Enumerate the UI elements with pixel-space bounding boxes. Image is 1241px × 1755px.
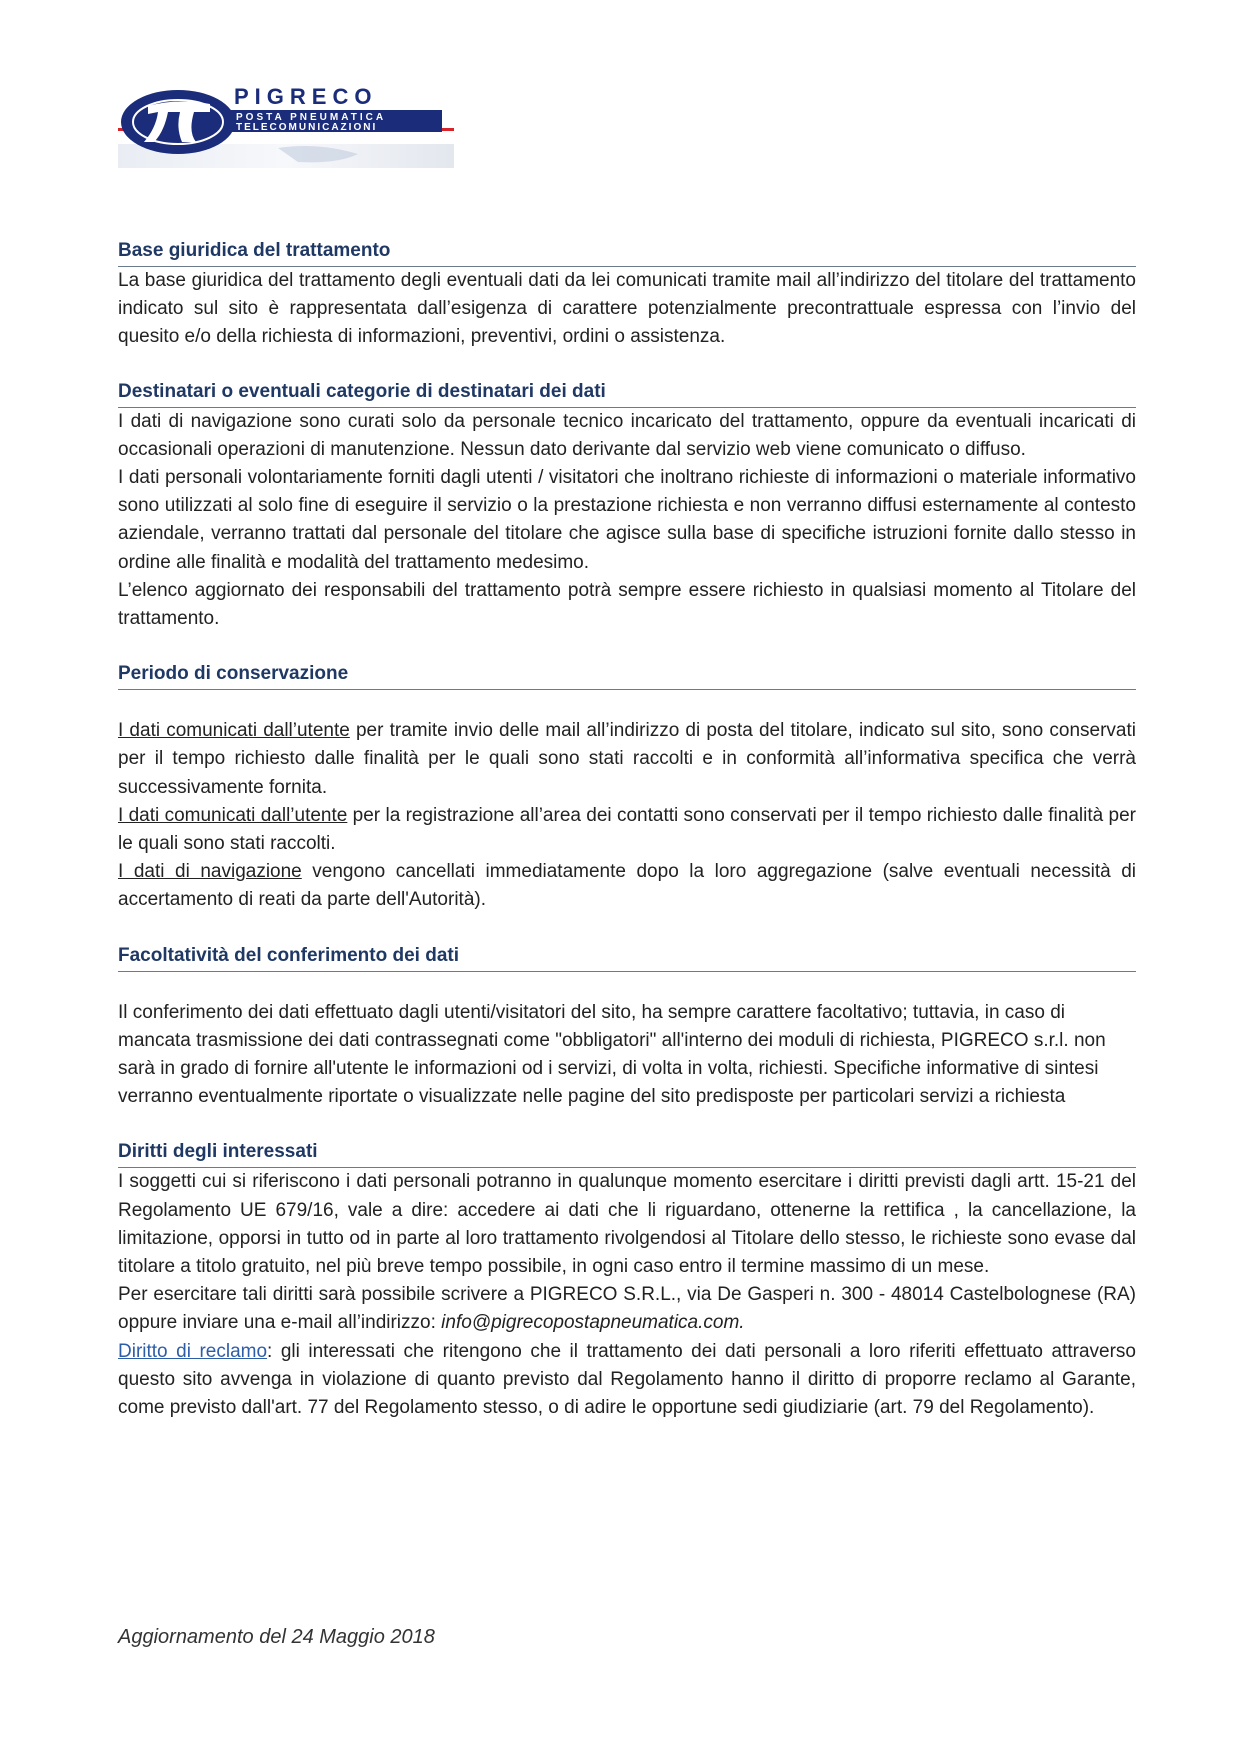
section-base-giuridica (118, 238, 1136, 352)
update-date: Aggiornamento del 24 Maggio 2018 (118, 1626, 435, 1648)
paragraph-text: vengono cancellati immediatamente dopo la loro aggregazione (salve eventuali necessità di accertamento di reati da parte dell'Autorità). (118, 861, 1136, 911)
paragraph-text: : gli interessati che ritengono che il trattamento dei dati personali a loro riferiti effettuato attraverso questo sito avvenga in violazione di quanto previsto dal Regolamento hanno il diritto di proporre reclamo al Garante, come previsto dall'art. 77 del Regolamento stesso, o di adire le opportune sedi giudiziarie (art. 79 del Regolamento). (118, 1340, 1136, 1419)
section-diritti-interessati (118, 1139, 1136, 1422)
paragraph: I soggetti cui si riferiscono i dati personali potranno in qualunque momento esercitare i diritti previsti dagli artt. 15-21 del Regolamento UE 679/16, vale a dire: accedere ai dati che li riguardano, ottenerne la rettifica , la cancellazione, la limitazione, opporsi in tutto od in parte al loro trattamento rivolgendosi al Titolare dello stesso, le richieste sono evase dal titolare a titolo gratuito, nel più breve tempo possibile, in ogni caso entro il termine massimo di un mese. (118, 1171, 1136, 1278)
heading-facoltativita: Facoltatività del conferimento dei dati (118, 943, 1136, 972)
paragraph: I dati personali volontariamente forniti dagli utenti / visitatori che inoltrano richieste di informazioni o materiale informativo sono utilizzati al solo fine di eseguire il servizio o la prestazione richiesta e non verranno diffusi esternamente al contesto aziendale, verranno trattati dal personale del titolare che agisce sulla base di specifiche istruzioni fornite dallo stesso in ordine alle finalità e modalità del trattamento medesimo. (118, 467, 1136, 573)
logo-line2: TELECOMUNICAZIONI (236, 122, 378, 133)
email-address: info@pigrecopostapneumatica.com. (441, 1312, 745, 1334)
paragraph (118, 802, 1136, 858)
section-periodo-conservazione (118, 661, 1136, 914)
document-body (118, 238, 1136, 1422)
paragraph-text: per la registrazione all’area dei contatti sono conservati per il tempo richiesto dalle finalità per le quali sono stati raccolti. (118, 804, 1136, 855)
pigreco-logo-graphic (118, 84, 454, 168)
section-destinatari (118, 379, 1136, 634)
paragraph: Il conferimento dei dati effettuato dagli utenti/visitatori del sito, ha sempre carattere facoltativo; tuttavia, in caso di mancata trasmissione dei dati contrassegnati come "obbligatori" all'interno dei moduli di richiesta, PIGRECO s.r.l. non sarà in grado di fornire all'utente le informazioni od i servizi, di volta in volta, richiesti. Specifiche informative di sintesi verranno eventualmente riportate o visualizzate nelle pagine del sito predisposte per particolari servizi a richiesta (118, 1001, 1106, 1108)
heading-periodo-conservazione: Periodo di conservazione (118, 661, 1136, 690)
underlined-term: I dati comunicati dall’utente (118, 804, 348, 826)
heading-diritti-interessati: Diritti degli interessati (118, 1139, 1136, 1168)
paragraph: I dati di navigazione sono curati solo da personale tecnico incaricato del trattamento, oppure da eventuali incaricati di occasionali operazioni di manutenzione. Nessun dato derivante dal servizio web viene comunicato o diffuso. (118, 410, 1136, 460)
section-facoltativita (118, 943, 1136, 1112)
logo-brand: PIGRECO (234, 84, 378, 109)
logo-line1: POSTA PNEUMATICA (236, 112, 387, 123)
paragraph (118, 717, 1136, 802)
paragraph (118, 1281, 1136, 1337)
paragraph-text: Per esercitare tali diritti sarà possibile scrivere a PIGRECO S.R.L., via De Gasperi n. 300 - 48014 Castelbolognese (RA) oppure inviare una e-mail all’indirizzo: (118, 1284, 1136, 1334)
underlined-term: I dati di navigazione (118, 861, 302, 883)
paragraph (118, 858, 1136, 914)
paragraph: La base giuridica del trattamento degli eventuali dati da lei comunicati tramite mail all’indirizzo del titolare del trattamento indicato sul sito è rappresentata dall’esigenza di carattere potenzialmente precontrattuale espressa con l’invio del quesito e/o della richiesta di informazioni, preventivi, ordini o assistenza. (118, 270, 1136, 348)
paragraph (118, 1338, 1136, 1423)
diritto-reclamo-link[interactable]: Diritto di reclamo (118, 1340, 268, 1362)
paragraph: L’elenco aggiornato dei responsabili del trattamento potrà sempre essere richiesto in qualsiasi momento al Titolare del trattamento. (118, 579, 1136, 630)
underlined-term: I dati comunicati dall’utente (118, 720, 350, 742)
heading-destinatari: Destinatari o eventuali categorie di destinatari dei dati (118, 379, 1136, 408)
heading-base-giuridica: Base giuridica del trattamento (118, 238, 1136, 267)
paragraph-text: per tramite invio delle mail all’indirizzo di posta del titolare, indicato sul sito, sono conservati per il tempo richiesto dalle finalità per le quali sono stati raccolti e in conformità all’informativa specifica che verrà successivamente fornita. (118, 720, 1137, 798)
company-logo (118, 84, 454, 168)
